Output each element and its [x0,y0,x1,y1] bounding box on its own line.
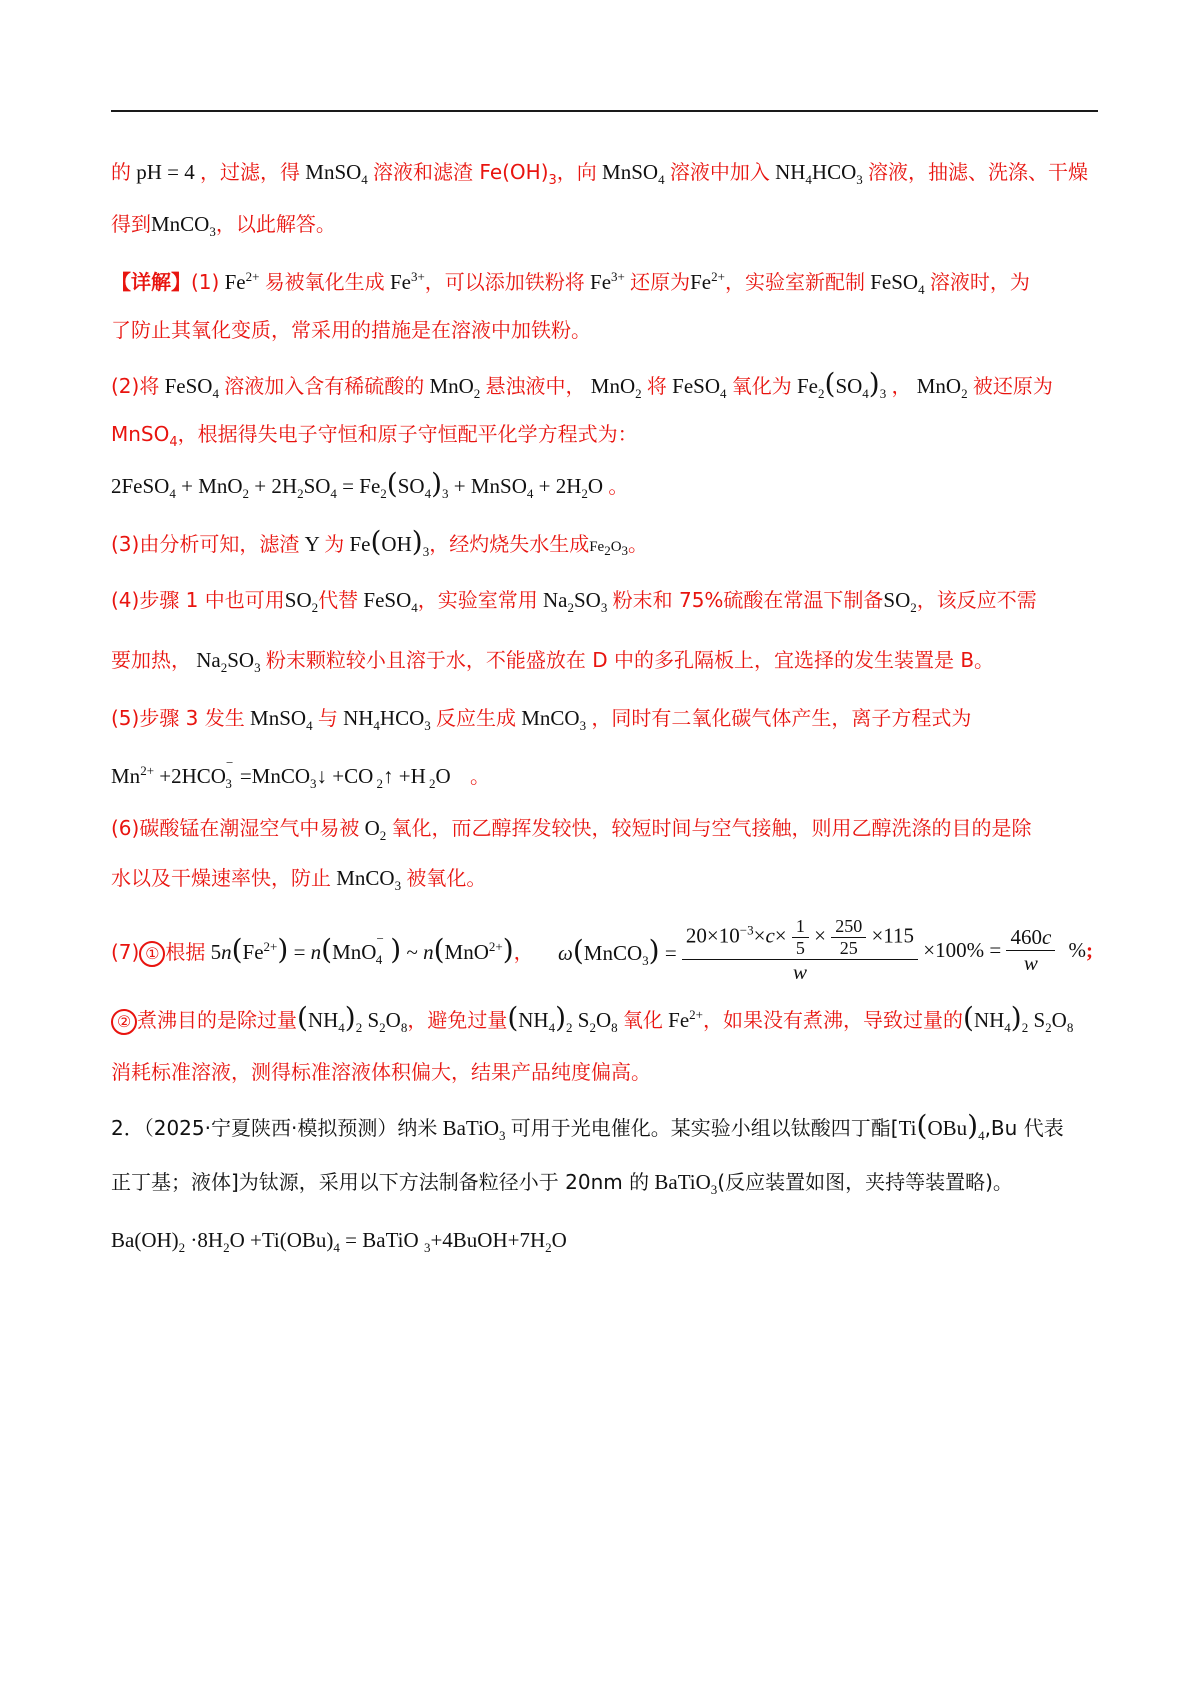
text: 氧化 [622,1008,663,1032]
text: (3)由分析可知，滤渣 [111,532,300,556]
text: ，实验室新配制 [724,270,865,294]
q5-equation [111,755,1101,792]
relation-q7: $5n(Fe^{2+}) = n(MnO^-_4$ ) ~ n(MnO$^{2+}$) [205,931,514,968]
text: ，过滤，得 [200,160,301,184]
formula-feso4: FeSO$_4$ [358,588,418,616]
text: (4)步骤 1 中也可用 [111,588,285,612]
formula-mno2: MnO$_2$ [424,374,481,402]
text: 。 [628,532,649,556]
text: 水以及干燥速率快，防止 [111,866,331,890]
formula-na2so3: $Na_2SO_3$ [191,648,261,676]
q7b-line1 [111,1001,1101,1036]
formula-o2: $O_2$ [359,816,387,844]
formula-tiobu4: $Ti(OBu)_4$ [898,1109,985,1144]
omega-formula: ω(MnCO$_3$) = $20\times 10^{-3}\times c\times$ $\frac{1}{5}$ × $\frac{250}{25}$ ×115 w ×100% = $\frac{460c}{w}$ %; [558,916,1094,984]
text: ，如果没有煮沸，导致过量的 [703,1008,963,1032]
text: 。 [469,764,490,788]
text: 要加热， [111,648,191,672]
formula-ph: pH = 4 [131,160,201,184]
formula-nh4-2s2o8: $(NH_4)_2$ $S_2O_8$ [963,1001,1074,1036]
circled-number-2: ② [111,1009,137,1035]
formula-mnso4: MnSO$_4$ [244,706,313,734]
text: 可用于光电催化。某实验小组以钛酸四丁酯[ [510,1116,899,1140]
formula-fe2o3: $Fe_2O_3$ [589,539,629,558]
text: ，同时有二氧化碳气体产生，离子方程式为 [591,706,972,730]
text: ，避免过量 [407,1008,508,1032]
q1-line1 [111,268,1101,296]
text: (7) [111,940,140,964]
q6-line1 [111,814,1101,842]
text: 根据 [165,940,206,964]
text: 溶液时，为 [929,270,1030,294]
q2-equation [111,467,1101,502]
text: 被氧化。 [406,866,487,890]
text: 粉末和 75%硫酸在常温下制备 [612,588,884,612]
problem2-line2 [111,1168,1101,1196]
text: (1) [191,270,220,294]
formula-mno2: MnO$_2$ [911,374,968,402]
formula-fe2: $Fe^{2+}$ [219,269,260,294]
formula-batio3: BaTiO$_3$ [437,1116,506,1144]
text: 粉末颗粒较小且溶于水，不能盛放在 D 中的多孔隔板上，宜选择的发生装置是 B。 [265,648,995,672]
text: 溶液加入含有稀硫酸的 [224,374,425,398]
text: 得到 [111,212,151,236]
formula-fe3: $Fe^{3+}$ [384,269,425,294]
formula-so2: $SO_2$ [883,588,917,616]
text: (反应装置如图，夹持等装置略)。 [717,1170,1013,1194]
equation-problem2: $Ba(OH)_2 \cdot 8H_2O +Ti(OBu)_4$ = BaTiO $_3+4BuOH+7H_2O$ [111,1228,567,1256]
text: (6)碳酸锰在潮湿空气中易被 [111,816,360,840]
text: 正丁基；液体]为钛源，采用以下方法制备粒径小于 20nm 的 [111,1170,650,1194]
text: ; [1086,938,1094,962]
sub: 4 [169,435,178,450]
formula-fe2: $Fe^{2+}$ [662,1007,703,1032]
q4-line2 [111,646,1101,674]
q5-line1 [111,704,1101,732]
formula-fe2: $Fe^{2+}$ [690,269,725,294]
formula-feso4: FeSO$_4$ [666,374,727,402]
q2-line1 [111,367,1101,402]
text: 溶液中加入 [669,160,770,184]
text: ,Bu 代表 [984,1116,1064,1140]
q3-line [111,525,1101,561]
formula-so2: $SO_2$ [284,588,319,616]
formula-mno2: MnO$_2$ [585,374,642,402]
fraction-main: $20\times 10^{-3}\times c\times$ $\frac{1}{5}$ × $\frac{250}{25}$ ×115 w [682,916,918,985]
text: ，根据得失电子守恒和原子守恒配平化学方程式为： [177,422,638,446]
formula-batio3: BaTiO$_3$ [649,1170,718,1198]
formula-feso4: FeSO$_4$ [159,374,219,402]
text: MnSO [111,422,170,446]
formula-nh4hco3: $NH_4HCO_3$ [337,706,431,734]
formula-feso4: FeSO$_4$ [864,270,925,298]
text: 易被氧化生成 [264,270,385,294]
formula-mnso4: MnSO$_4$ [596,160,665,188]
percent-sign: % [1068,938,1087,962]
q2-line2 [111,420,1101,448]
formula-mnco3: MnCO$_3$ [516,706,587,734]
text: ，可以添加铁粉将 [424,270,585,294]
formula-mnso4: MnSO$_4$ [300,160,368,188]
q4-line1 [111,586,1101,614]
formula-feoh3: $Fe(OH)_3$ [344,525,430,560]
text: (5)步骤 3 发生 [111,706,245,730]
formula-nh4-2s2o8: $(NH_4)_2$ $S_2O_8$ [507,1001,618,1036]
q1-line2: 了防止其氧化变质，常采用的措施是在溶液中加铁粉。 [111,318,591,342]
text: 还原为 [630,270,691,294]
text: 将 [646,374,667,398]
para1-line1 [111,158,1101,186]
text: ，该反应不需 [916,588,1037,612]
formula-y: Y [299,532,325,556]
q6-line2 [111,864,1101,892]
text: 的 [111,160,131,184]
sub: 3 [548,173,557,188]
text: 与 [317,706,338,730]
formula-fe2so43: $Fe_2(SO_4)_3$ [791,367,887,402]
formula-mnco3: MnCO$_3$ [151,212,216,240]
equation-q2: 2FeSO$_4$ + $MnO_2 + 2H_2SO_4 = Fe_2(SO_4)_3$ + MnSO$_4$ + $2H_2O$ [111,467,609,502]
formula-nh4-2s2o8: $(NH_4)_2$ $S_2O_8$ [297,1001,408,1036]
q7b-line2: 消耗标准溶液，测得标准溶液体积偏大，结果产品纯度偏高。 [111,1060,651,1084]
text: 被还原为 [972,374,1053,398]
text: 溶液和滤渣 Fe(OH) [373,160,549,184]
text: ， [891,374,912,398]
formula-nh4hco3: $NH_4HCO_3$ [769,160,863,188]
text: ，实验室常用 [417,588,538,612]
text: 为 [324,532,345,556]
text: 。 [608,474,629,498]
text: 悬浊液中， [485,374,586,398]
circled-number-1: ① [139,941,165,967]
text: ，以此解答。 [215,212,336,236]
text: 煮沸目的是除过量 [137,1008,297,1032]
text: 反应生成 [436,706,516,730]
para1-line2 [111,210,1101,238]
formula-fe3: $Fe^{3+}$ [584,269,625,294]
equation-q5: $Mn^{2+} +2HCO^-_3$ =MnCO$_3$↓ +CO $_2$↑ +H $_2$O [111,755,456,792]
text: 代替 [318,588,359,612]
text: ，向 [556,160,597,184]
text: ，经灼烧失水生成 [429,532,590,556]
formula-na2so3: $Na_2SO_3$ [537,588,608,616]
text: 氧化，而乙醇挥发较快，较短时间与空气接触，则用乙醇洗涤的目的是除 [391,816,1032,840]
text: (2)将 [111,374,160,398]
fraction-result: $\frac{460c}{w}$ [1006,925,1055,976]
problem2-equation [111,1226,1101,1254]
text: 2．（2025·宁夏陕西·模拟预测）纳米 [111,1116,438,1140]
text: ， [513,940,534,964]
formula-mnco3: MnCO$_3$ [331,866,402,894]
text: 氧化为 [731,374,792,398]
text: 溶液，抽滤、洗涤、干燥 [868,160,1089,184]
header-rule [111,110,1098,112]
problem2-line1 [111,1109,1101,1144]
detail-label: 【详解】 [111,270,191,294]
